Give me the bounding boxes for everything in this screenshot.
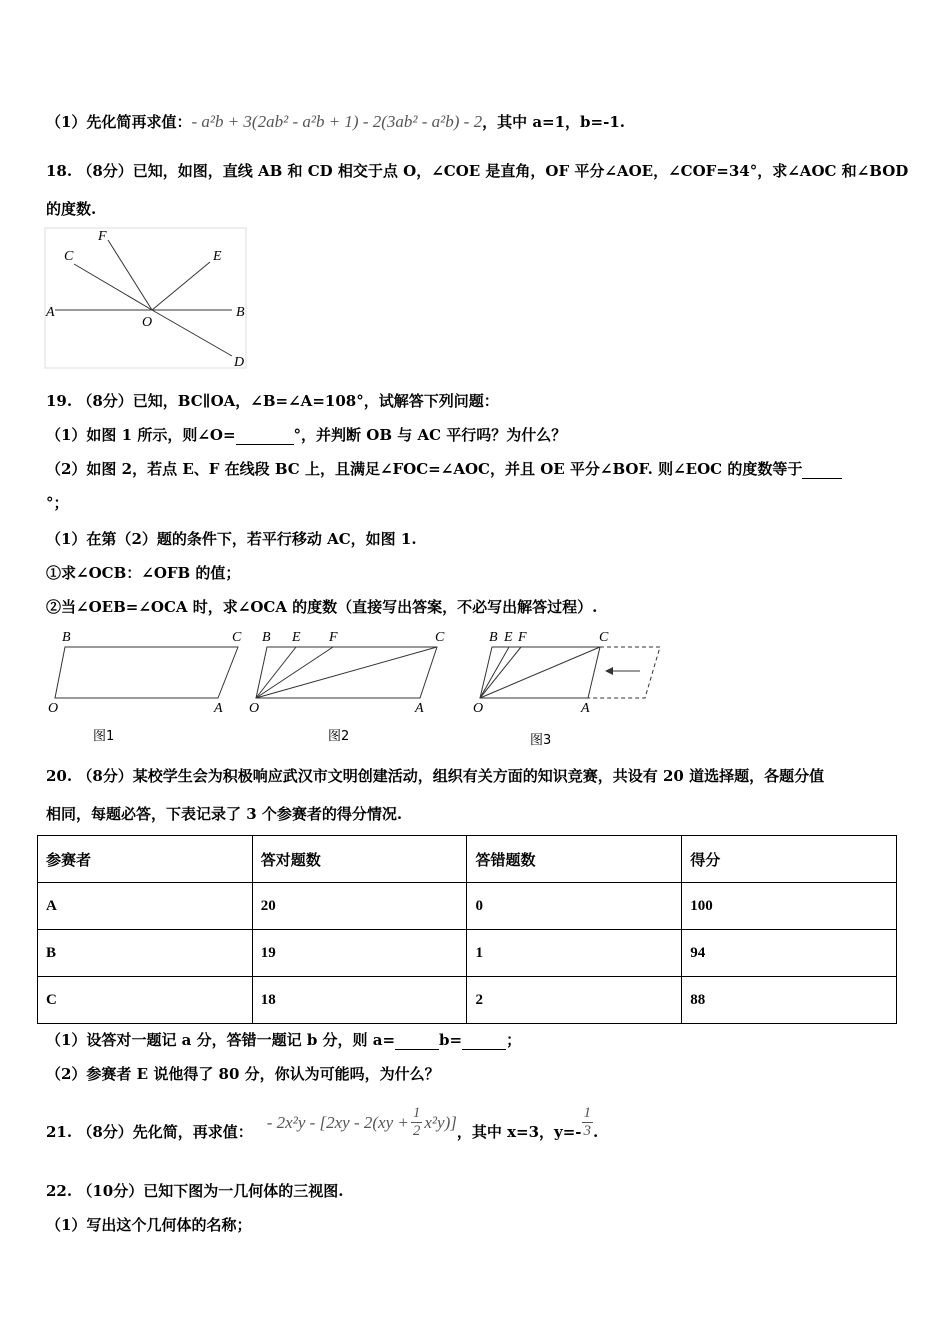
header-cell: 参赛者 (38, 836, 253, 883)
fig-caption-2: 图2 (328, 729, 350, 744)
q17-prefix: （1）先化简再求值： (46, 113, 192, 131)
header-cell: 得分 (682, 836, 897, 883)
q21: 21. （8分）先化简，再求值： - 2x²y - [2xy - 2(xy + $\frac{1}{2}$ x²y)] ，其中 x=3，y=- 1 3 . (46, 1105, 599, 1141)
svg-text:A: A (415, 701, 424, 716)
q19-figure-2 (249, 630, 445, 716)
q20-line2: 相同，每题必答，下表记录了 3 个参赛者的得分情况. (46, 805, 403, 823)
q20-line1: 20. （8分）某校学生会为积极响应武汉市文明创建活动，组织有关方面的知识竞赛，共设有 20 道选择题，各题分值 (46, 767, 825, 785)
table-row: C 18 2 88 (38, 977, 897, 1024)
label-C: C (64, 249, 74, 264)
q19-line7: ②当∠OEB=∠OCA 时，求∠OCA 的度数（直接写出答案，不必写出解答过程）. (46, 598, 598, 616)
svg-text:E: E (292, 630, 301, 645)
label-A: A (46, 305, 55, 320)
fig-caption-1: 图1 (93, 729, 115, 744)
q17-suffix: ，其中 a=1，b=-1. (482, 113, 625, 131)
svg-text:C: C (599, 630, 609, 645)
svg-text:A: A (581, 701, 590, 716)
q18-line2: 的度数. (46, 200, 97, 218)
table-row: A 20 0 100 (38, 883, 897, 930)
fig-caption-3: 图3 (530, 733, 552, 748)
svg-text:B: B (489, 630, 498, 645)
q21-formula: - 2x²y - [2xy - 2(xy + $\frac{1}{2}$ x²y)] (266, 1105, 457, 1139)
answer-blank (802, 460, 842, 479)
q17-formula: - a²b + 3(2ab² - a²b + 1) - 2(3ab² - a²b) - 2 (191, 112, 483, 131)
q19-line2: （1）如图 1 所示，则∠O= °，并判断 OB 与 AC 平行吗？为什么？ (46, 426, 567, 444)
q19-line4: °； (46, 494, 69, 512)
q20-sub2: （2）参赛者 E 说他得了 80 分，你认为可能吗，为什么？ (46, 1065, 440, 1083)
svg-text:E: E (504, 630, 513, 645)
q19-line6: ①求∠OCB：∠OFB 的值； (46, 564, 241, 582)
svg-text:B: B (62, 630, 71, 645)
label-E: E (213, 249, 222, 264)
svg-text:C: C (232, 630, 242, 645)
score-table (37, 835, 897, 1024)
svg-text:B: B (262, 630, 271, 645)
svg-text:O: O (249, 701, 260, 716)
svg-text:F: F (329, 630, 338, 645)
svg-text:C: C (435, 630, 445, 645)
svg-text:O: O (473, 701, 484, 716)
header-cell: 答错题数 (467, 836, 682, 883)
label-D: D (234, 355, 245, 370)
q18-line1: 18. （8分）已知，如图，直线 AB 和 CD 相交于点 O，∠COE 是直角，OF 平分∠AOE，∠COF=34°，求∠AOC 和∠BOD (46, 162, 909, 180)
q20-sub1: （1）设答对一题记 a 分，答错一题记 b 分，则 a= b= ； (46, 1031, 522, 1049)
header-cell: 答对题数 (252, 836, 467, 883)
svg-text:F: F (518, 630, 527, 645)
table-header-row (38, 836, 897, 883)
label-B: B (236, 305, 245, 320)
q19-line5: （1）在第（2）题的条件下，若平行移动 AC，如图 1. (46, 530, 417, 548)
label-O: O (142, 315, 153, 330)
q19-line3: （2）如图 2，若点 E、F 在线段 BC 上，且满足∠FOC=∠AOC，并且 OE 平分∠BOF. 则∠EOC 的度数等于 (46, 458, 842, 479)
q18-figure (45, 228, 246, 370)
q22-line1: 22. （10分）已知下图为一几何体的三视图. (46, 1182, 344, 1200)
label-F: F (98, 229, 107, 244)
table-row: B 19 1 94 (38, 930, 897, 977)
svg-text:O: O (48, 701, 59, 716)
q19-line1: 19. （8分）已知，BC∥OA，∠B=∠A=108°，试解答下列问题： (46, 392, 499, 410)
answer-blank (236, 426, 294, 445)
q22-line2: （1）写出这个几何体的名称； (46, 1216, 252, 1234)
svg-text:A: A (214, 701, 223, 716)
q19-figure-3 (473, 630, 660, 716)
q19-figure-1 (48, 630, 242, 716)
